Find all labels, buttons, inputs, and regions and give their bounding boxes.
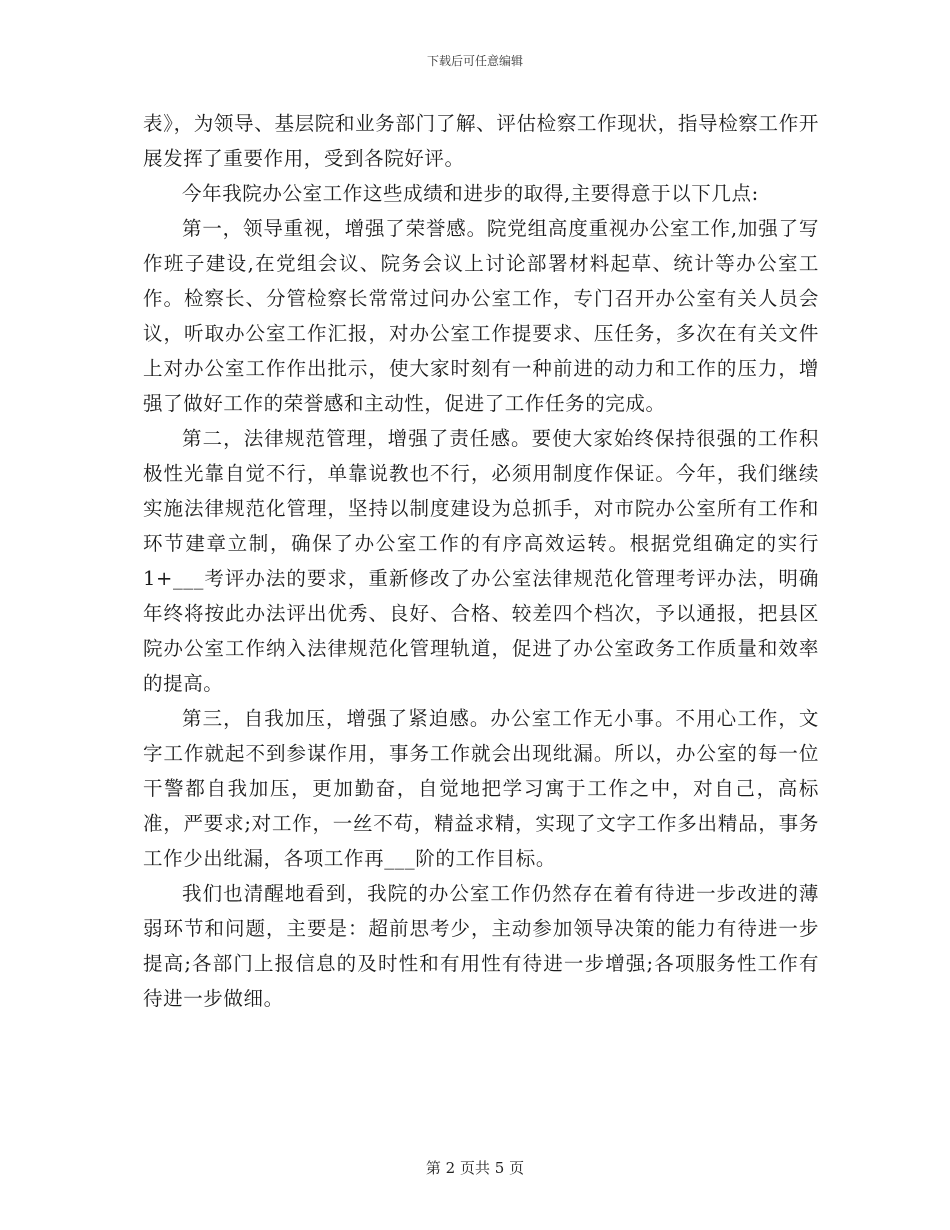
paragraph-summary-intro: 今年我院办公室工作这些成绩和进步的取得,主要得意于以下几点: xyxy=(182,182,759,205)
paragraph-shortcomings: 我们也清醒地看到，我院的办公室工作仍然存在着有待进一步改进的薄弱环节和问题，主要是：超前思考少，主动参加领导决策的能力有待进一步提高;各部门上报信息的及时性和有用性有待进一步增强;各项服务性工作有待进一步做细。 xyxy=(143,882,819,1010)
paragraph-point-two: 第二，法律规范管理，增强了责任感。要使大家始终保持很强的工作积极性光靠自觉不行，单靠说教也不行，必须用制度作保证。今年，我们继续实施法律规范化管理，坚持以制度建设为总抓手，对市院办公室所有工作和环节建章立制，确保了办公室工作的有序高效运转。根据党组确定的实行 1+___考评办法的要求，重新修改了办公室法律规范化管理考评办法，明确年终将按此办法评出优秀、良好、合格、较差四个档次，予以通报，把县区院办公室工作纳入法律规范化管理轨道，促进了办公室政务工作质量和效率的提高。 xyxy=(143,427,819,695)
paragraph-point-one: 第一，领导重视，增强了荣誉感。院党组高度重视办公室工作,加强了写作班子建设,在党组会议、院务会议上讨论部署材料起草、统计等办公室工作。检察长、分管检察长常常过问办公室工作，专门召开办公室有关人员会议，听取办公室工作汇报，对办公室工作提要求、压任务，多次在有关文件上对办公室工作作出批示，使大家时刻有一种前进的动力和工作的压力，增强了做好工作的荣誉感和主动性，促进了工作任务的完成。 xyxy=(143,217,819,415)
document-body xyxy=(143,106,819,1016)
paragraph-continuation: 表》，为领导、基层院和业务部门了解、评估检察工作现状，指导检察工作开展发挥了重要作用，受到各院好评。 xyxy=(143,112,819,170)
paragraph-point-three: 第三，自我加压，增强了紧迫感。办公室工作无小事。不用心工作，文字工作就起不到参谋作用，事务工作就会出现纰漏。所以，办公室的每一位干警都自我加压，更加勤奋，自觉地把学习寓于工作之中，对自己，高标准，严要求;对工作，一丝不苟，精益求精，实现了文字工作多出精品，事务工作少出纰漏，各项工作再___阶的工作目标。 xyxy=(143,707,819,870)
page-header: 下载后可任意编辑 xyxy=(426,54,523,68)
page-number: 第 2 页共 5 页 xyxy=(425,1159,525,1177)
